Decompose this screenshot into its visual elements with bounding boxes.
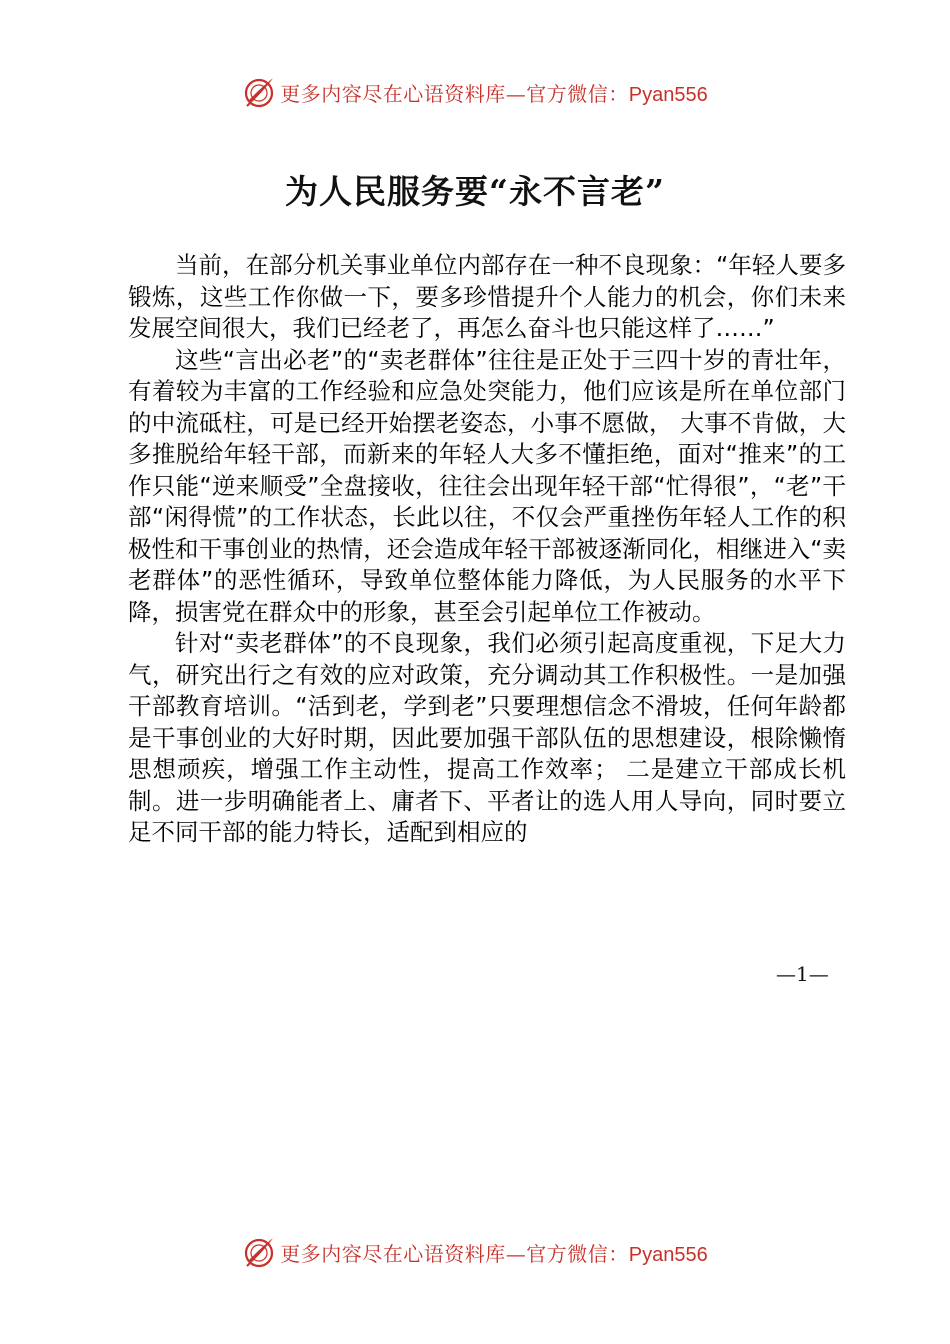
header-banner [0,72,950,112]
promo-text: 更多内容尽在心语资料库—官方微信：Pyan556 [280,1241,708,1266]
footer-banner [0,1232,950,1272]
wechat-id: Pyan556 [628,1243,708,1266]
document-body [128,250,846,849]
paragraph-1: 当前，在部分机关事业单位内部存在一种不良现象：“年轻人要多锻炼，这些工作你做一下，要多珍惜提升个人能力的机会，你们未来发展空间很大，我们已经老了，再怎么奋斗也只能这样了……” [128,251,846,342]
paragraph-3: 针对“卖老群体”的不良现象，我们必须引起高度重视，下足大力气，研究出行之有效的应对政策，充分调动其工作积极性。一是加强干部教育培训。“活到老，学到老”只要理想信念不滑坡，任何年龄都是干事创业的大好时期，因此要加强干部队伍的思想建设，根除懒惰思想顽疾，增强工作主动性，提高工作效率； 二是建立干部成长机制。进一步明确能者上、庸者下、平者让的选人用人导向，同时要立足不同干部的能力特长，适配到相应的 [128,629,846,846]
promo-text: 更多内容尽在心语资料库—官方微信：Pyan556 [280,81,708,106]
quill-seal-logo-icon [242,75,276,109]
page-number: —1— [776,962,829,986]
document-title: 为人民服务要“永不言老” [285,172,665,211]
wechat-id: Pyan556 [628,83,708,106]
quill-seal-logo-icon [242,1235,276,1269]
paragraph-2: 这些“言出必老”的“卖老群体”往往是正处于三四十岁的青壮年，有着较为丰富的工作经验和应急处突能力，他们应该是所在单位部门的中流砥柱，可是已经开始摆老姿态，小事不愿做， 大事不肯做，大多推脱给年轻干部，而新来的年轻人大多不懂拒绝，面对“推来”的工作只能“逆来顺受”全盘接收，往往会出现年轻干部“忙得很”，“老”干部“闲得慌”的工作状态，长此以往，不仅会严重挫伤年轻人工作的积极性和干事创业的热情，还会造成年轻干部被逐渐同化，相继进入“卖老群体”的恶性循环，导致单位整体能力降低，为人民服务的水平下降，损害党在群众中的形象，甚至会引起单位工作被动。 [128,345,846,626]
